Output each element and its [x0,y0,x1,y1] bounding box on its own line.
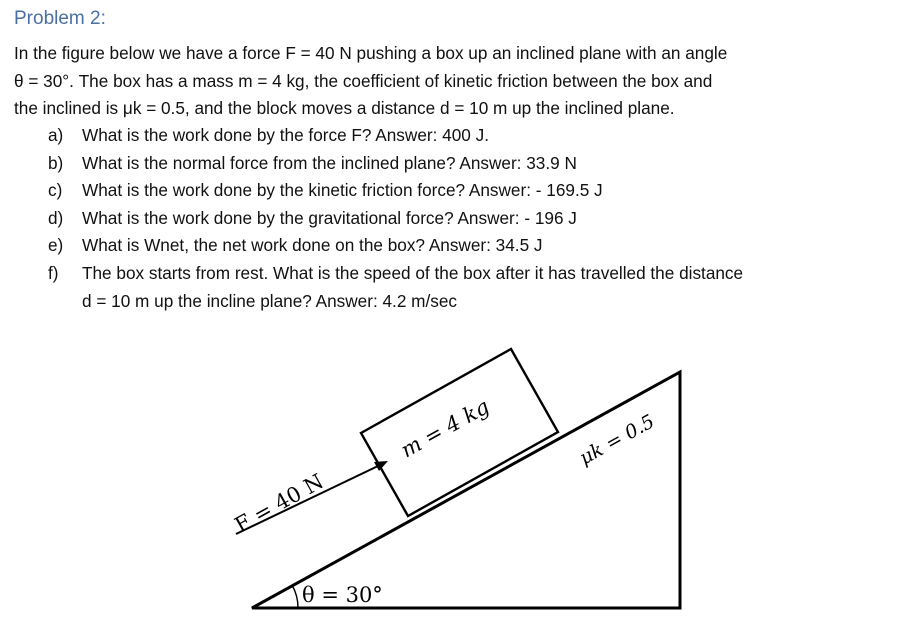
angle-label: θ = 30° [302,583,383,607]
question-d [48,205,893,233]
question-text: The box starts from rest. What is the speed of the box after it has travelled the distance [82,262,744,283]
question-text: What is the work done by the force F? Answer: 400 J. [82,125,489,145]
question-a [48,122,893,150]
question-text: What is the work done by the kinetic friction force? Answer: - 169.5 J [82,180,603,201]
question-list [48,122,893,315]
mass-label: m = 4 kg [396,394,494,463]
force-label: F = 40 N [230,469,328,538]
problem-statement-line-1: In the figure below we have a force F = 40 N pushing a box up an inclined plane with an angle [14,43,728,63]
incline-diagram [0,330,900,631]
question-marker: f) [48,262,59,283]
question-c [48,177,893,205]
problem-statement-line-2: θ = 30°. The box has a mass m = 4 kg, the coefficient of kinetic friction between the box and [14,70,713,91]
question-marker: b) [48,152,64,173]
question-text: What is the work done by the gravitational force? Answer: - 196 J [82,207,577,228]
question-marker: a) [48,125,64,145]
problem-heading: Problem 2: [14,8,106,29]
friction-label: μk = 0.5 [575,410,659,470]
question-text: What is the normal force from the inclined plane? Answer: 33.9 N [82,152,577,173]
question-text: What is Wnet, the net work done on the box? Answer: 34.5 J [82,235,543,256]
question-f [48,260,893,315]
question-e [48,232,893,260]
angle-arc [292,585,298,608]
question-marker: c) [48,180,63,201]
problem-statement-line-3: the inclined is μk = 0.5, and the block moves a distance d = 10 m up the inclined plane. [14,98,675,119]
question-b [48,150,893,178]
question-text-continued: d = 10 m up the incline plane? Answer: 4.2 m/sec [82,290,458,311]
question-marker: e) [48,235,64,256]
problem-statement [14,40,889,123]
question-marker: d) [48,207,64,228]
